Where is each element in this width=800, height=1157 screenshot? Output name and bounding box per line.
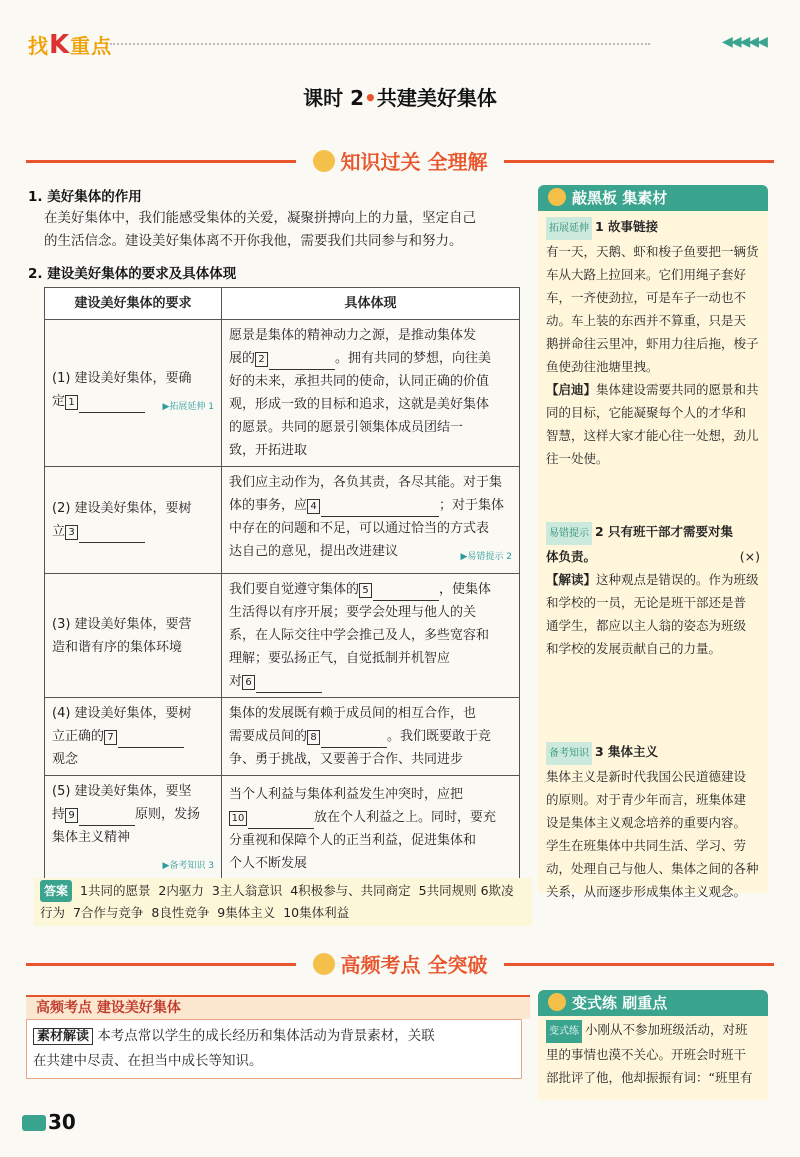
cell-line: 中存在的问题和不足，可以通过恰当的方式表 xyxy=(229,521,490,536)
blank-number: 10 xyxy=(229,811,247,826)
blank-number: 6 xyxy=(242,675,255,690)
sidebar-block-story xyxy=(546,215,760,470)
block-line: 设是集体主义观念培养的重要内容。 xyxy=(546,815,747,830)
cell-line: 我们应主动作为，各负其责，各尽其能。对于集 xyxy=(229,475,503,490)
fill-blank[interactable] xyxy=(269,353,335,370)
table-row xyxy=(45,320,520,467)
cell-line: 好的未来，承担共同的使命，认同正确的价值 xyxy=(229,374,490,389)
cell-line xyxy=(52,725,214,748)
blank-number: 1 xyxy=(65,395,78,410)
cell-line xyxy=(52,520,214,543)
cell-text: 我们要自觉遵守集体的 xyxy=(229,582,360,597)
brand-logo xyxy=(28,30,112,60)
cell-text: 持 xyxy=(52,807,66,822)
cell-line xyxy=(229,578,512,601)
cell-line: (4) 建设美好集体，要树 xyxy=(52,706,192,721)
block-line: 车从大路上拉回来。它们用绳子套好 xyxy=(546,267,747,282)
cell-text: ，使集体 xyxy=(439,582,492,597)
cell-line: 集体主义精神 xyxy=(52,830,131,845)
table-row xyxy=(45,776,520,883)
answer-tag: 答案 xyxy=(40,880,72,902)
column-header: 具体体现 xyxy=(222,288,520,320)
heading-requirements: 2. 建设美好集体的要求及具体体现 xyxy=(28,266,237,282)
detail-cell xyxy=(222,467,520,574)
answer-item: 2内驱力 xyxy=(158,883,204,898)
heading-collective-role: 1. 美好集体的作用 xyxy=(28,189,142,205)
material-text xyxy=(27,1020,521,1077)
block-line: 动，处理自己与他人、集体之间的各种 xyxy=(546,861,759,876)
tag-extension: 拓展延伸 xyxy=(546,217,592,240)
answer-item: 8良性竞争 xyxy=(151,905,210,920)
answer-item: 6欺凌行为 xyxy=(40,883,514,920)
table-row xyxy=(45,467,520,574)
student-icon xyxy=(548,993,566,1011)
blank-number: 8 xyxy=(307,730,320,745)
block-line: 通学生，都应以主人翁的姿态为班级 xyxy=(546,618,747,633)
requirement-cell xyxy=(45,698,222,776)
block-line: 学生在班集体中共同生活、学习、劳 xyxy=(546,838,747,853)
cell-line: 理解；要弘扬正气，自觉抵制并机智应 xyxy=(229,651,451,666)
page-title xyxy=(0,82,800,111)
answer-item: 1共同的愿景 xyxy=(80,883,151,898)
block-title: 1 故事链接 xyxy=(595,219,659,234)
fill-blank[interactable] xyxy=(79,526,145,543)
block-line: 集体建设需要共同的愿景和共 xyxy=(596,382,759,397)
cell-line: 愿景是集体的精神动力之源，是推动集体发 xyxy=(229,328,477,343)
variant-header-text: 变式练 刷重点 xyxy=(572,994,668,1012)
block-line: 鱼使劲往池塘里拽。 xyxy=(546,359,659,374)
cell-line xyxy=(229,806,512,829)
block-line: 这种观点是错误的。作为班级 xyxy=(596,572,759,587)
blank-number: 2 xyxy=(255,352,268,367)
blank-number: 4 xyxy=(307,499,320,514)
lesson-number: 课时 2 xyxy=(303,86,365,110)
block-line: 往一处使。 xyxy=(546,451,609,466)
cell-line: (1) 建设美好集体，要确 xyxy=(52,371,192,386)
block-line: 动。车上装的东西并不算重，只是天 xyxy=(546,313,747,328)
cell-text: ；对于集体 xyxy=(439,498,505,513)
cell-line: (5) 建设美好集体，要坚 xyxy=(52,784,192,799)
cell-line: (2) 建设美好集体，要树 xyxy=(52,501,192,516)
answer-item: 5共同规则 xyxy=(418,883,477,898)
high-frequency-header: 高频考点 建设美好集体 xyxy=(26,995,530,1019)
column-header: 建设美好集体的要求 xyxy=(45,288,222,320)
sidebar-block-mistake xyxy=(546,520,760,660)
requirement-cell xyxy=(45,320,222,467)
page-number-text: 30 xyxy=(48,1110,76,1134)
logo-text-right: 重点 xyxy=(70,34,113,58)
block-line: 和学校的一员，无论是班干部还是普 xyxy=(546,595,747,610)
judgement-mark: (×) xyxy=(739,549,760,564)
answer-item: 3主人翁意识 xyxy=(211,883,283,898)
block-line: 鹅拼命往云里冲，虾用力往后拖，梭子 xyxy=(546,336,759,351)
requirement-cell xyxy=(45,776,222,883)
block-line: 车，一齐使劲拉，可是车子一动也不 xyxy=(546,290,747,305)
cell-line: 个人不断发展 xyxy=(229,856,308,871)
logo-k: K xyxy=(49,30,71,60)
cell-text: 体的事务，应 xyxy=(229,498,308,513)
cell-line xyxy=(52,803,214,826)
banner-text: 知识过关 全理解 xyxy=(340,150,488,174)
requirements-table xyxy=(44,287,520,883)
block-line: 集体主义是新时代我国公民道德建设 xyxy=(546,769,747,784)
cell-text: 立 xyxy=(52,524,66,539)
block-line: 智慧，这样大家才能心往一处想，劲儿 xyxy=(546,428,759,443)
label-inspiration: 【启迪】 xyxy=(546,382,597,397)
cell-text: 。拥有共同的梦想，向往美 xyxy=(335,351,492,366)
cell-line xyxy=(229,670,512,693)
sidebar-block-collectivism xyxy=(546,740,760,903)
variant-body xyxy=(538,1016,768,1100)
variant-practice-panel xyxy=(538,990,768,1100)
cell-line: 观念 xyxy=(52,752,79,767)
cell-line xyxy=(229,347,512,370)
banner-line-right xyxy=(504,963,774,966)
block-title: 体负责。 xyxy=(546,549,597,564)
student-icon xyxy=(548,188,566,206)
material-line: 本考点常以学生的成长经历和集体活动为背景素材，关联 xyxy=(97,1028,435,1044)
block-line: 同的目标，它能凝聚每个人的才华和 xyxy=(546,405,747,420)
material-line: 在共建中尽责、在担当中成长等知识。 xyxy=(33,1053,263,1069)
sidebar-header-text: 敲黑板 集素材 xyxy=(572,189,668,207)
table-header-row xyxy=(45,288,520,320)
cell-line: 造和谐有序的集体环境 xyxy=(52,639,183,655)
cell-line xyxy=(229,725,512,748)
paragraph-collective-role xyxy=(44,207,524,253)
banner-line-right xyxy=(504,160,774,163)
blank-number: 5 xyxy=(359,583,372,598)
block-title: 3 集体主义 xyxy=(595,744,659,759)
cell-text: 原则，发扬 xyxy=(135,807,201,822)
blank-number: 7 xyxy=(104,730,117,745)
requirement-cell xyxy=(45,574,222,698)
answer-item: 7合作与竞争 xyxy=(72,905,144,920)
sidebar-body xyxy=(538,211,768,899)
answer-item: 10集体利益 xyxy=(283,905,350,920)
cell-text: 展的 xyxy=(229,351,256,366)
cell-line: 生活得以有序开展；要学会处理与他人的关 xyxy=(229,605,477,620)
hint-link[interactable]: ▶备考知识 3 xyxy=(162,861,214,871)
fill-blank[interactable] xyxy=(79,396,145,413)
sidebar-header xyxy=(538,185,768,211)
fill-blank[interactable] xyxy=(256,676,322,693)
cell-text: 。我们既要敢于竞 xyxy=(387,729,492,744)
cell-text: 需要成员间的 xyxy=(229,729,308,744)
lightbulb-icon xyxy=(313,150,335,172)
answer-item: 9集体主义 xyxy=(217,905,276,920)
blank-number: 9 xyxy=(65,808,78,823)
sidebar-panel xyxy=(538,185,768,899)
cell-line: 集体的发展既有赖于成员间的相互合作，也 xyxy=(229,706,477,721)
detail-cell xyxy=(222,574,520,698)
banner-text: 高频考点 全突破 xyxy=(340,953,488,977)
variant-line: 部批评了他，他却振振有词：“班里有 xyxy=(546,1070,753,1085)
lesson-title: 共建美好集体 xyxy=(376,86,497,110)
fill-blank[interactable] xyxy=(321,500,439,517)
cell-line: 系，在人际交往中学会推己及人，多些宽容和 xyxy=(229,628,490,643)
fill-blank[interactable] xyxy=(373,584,439,601)
page-number xyxy=(22,1110,76,1134)
detail-cell xyxy=(222,698,520,776)
requirement-cell xyxy=(45,467,222,574)
label-explain: 【解读】 xyxy=(546,572,597,587)
cell-line: 分重视和保障个人的正当利益，促进集体和 xyxy=(229,833,477,848)
pencil-icon xyxy=(22,1115,46,1131)
lightbulb-icon xyxy=(313,953,335,975)
cell-line: 当个人利益与集体利益发生冲突时，应把 xyxy=(229,787,464,802)
cell-text: 放在个人利益之上。同时，要充 xyxy=(314,810,497,825)
banner-line-left xyxy=(26,963,296,966)
header-arrows-icon: ◀◀◀◀◀ xyxy=(722,34,766,50)
block-line: 关系，从而逐步形成集体主义观念。 xyxy=(546,884,747,899)
tag-exam: 备考知识 xyxy=(546,742,592,765)
table-row xyxy=(45,698,520,776)
cell-text: 定 xyxy=(52,394,66,409)
banner-line-left xyxy=(26,160,296,163)
detail-cell xyxy=(222,776,520,883)
fill-blank[interactable] xyxy=(79,809,135,826)
cell-line xyxy=(229,540,512,563)
material-tag: 素材解读 xyxy=(33,1028,93,1045)
section-banner-knowledge xyxy=(296,146,504,175)
variant-line: 里的事情也漠不关心。开班会时班干 xyxy=(546,1047,747,1062)
cell-text: 立正确的 xyxy=(52,729,105,744)
block-line: 和学校的发展贡献自己的力量。 xyxy=(546,641,722,656)
detail-cell xyxy=(222,320,520,467)
tag-mistake: 易错提示 xyxy=(546,522,592,545)
section-banner-highfreq xyxy=(296,949,504,978)
block-title: 2 只有班干部才需要对集 xyxy=(595,524,734,539)
cell-line: 争、勇于挑战，又要善于合作、共同进步 xyxy=(229,752,464,767)
cell-line: (3) 建设美好集体，要营 xyxy=(52,616,192,632)
variant-header xyxy=(538,990,768,1016)
tag-variant: 变式练 xyxy=(546,1020,582,1043)
fill-blank[interactable] xyxy=(321,731,387,748)
header-dotted-line xyxy=(110,43,650,45)
fill-blank[interactable] xyxy=(118,731,184,748)
blank-number: 3 xyxy=(65,525,78,540)
hint-link[interactable]: ▶易错提示 2 xyxy=(460,552,512,562)
cell-text: 达自己的意见，提出改进建议 xyxy=(229,544,399,559)
material-interpretation-box xyxy=(26,1019,522,1079)
block-line: 的原则。对于青少年而言，班集体建 xyxy=(546,792,747,807)
fill-blank[interactable] xyxy=(248,812,314,829)
cell-line: 致，开拓进取 xyxy=(229,443,308,458)
cell-line xyxy=(52,390,214,413)
logo-text-left: 找 xyxy=(28,34,49,58)
para-line: 在美好集体中，我们能感受集体的关爱，凝聚拼搏向上的力量，坚定自己 xyxy=(44,210,476,226)
cell-text: 对 xyxy=(229,674,243,689)
title-dot: • xyxy=(364,86,377,110)
answer-item: 4积极参与、共同商定 xyxy=(290,883,411,898)
para-line: 的生活信念。建设美好集体离不开你我他，需要我们共同参与和努力。 xyxy=(44,233,463,249)
table-row xyxy=(45,574,520,698)
answer-key xyxy=(34,878,532,926)
hint-link[interactable]: ▶拓展延伸 1 xyxy=(162,402,214,412)
cell-line xyxy=(229,494,512,517)
block-line: 有一天，天鹅、虾和梭子鱼要把一辆货 xyxy=(546,244,759,259)
variant-line: 小刚从不参加班级活动，对班 xyxy=(585,1022,748,1037)
cell-line: 观，形成一致的目标和追求，这就是美好集体 xyxy=(229,397,490,412)
cell-line: 的愿景。共同的愿景引领集体成员团结一 xyxy=(229,420,464,435)
